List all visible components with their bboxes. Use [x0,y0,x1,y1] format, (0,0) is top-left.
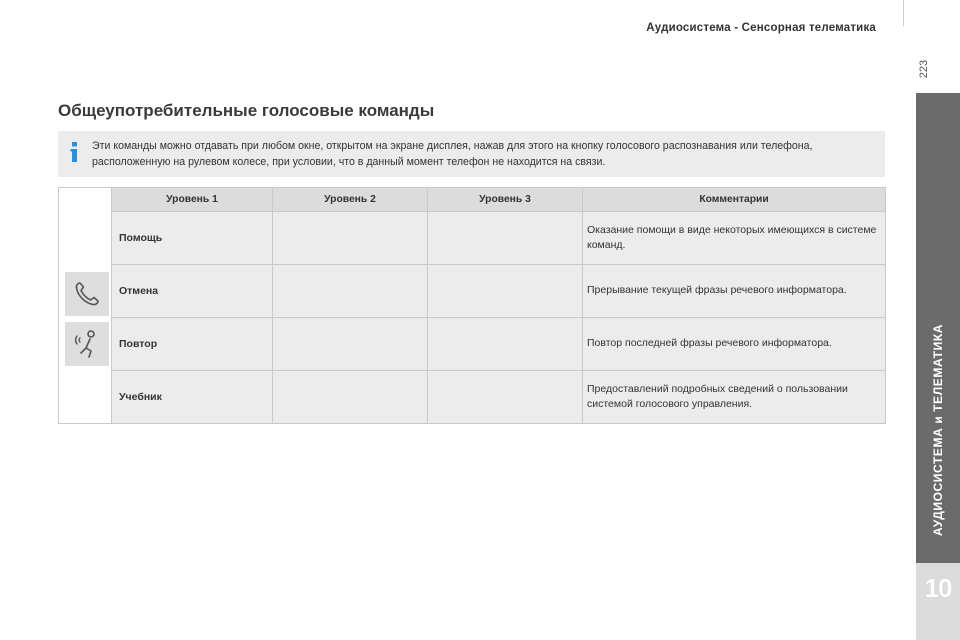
table-row [59,212,886,265]
table-row [59,318,886,371]
level-2-cell [273,212,428,265]
voice-command-icon [65,322,109,366]
icon-column [59,188,112,424]
header-level-3: Уровень 3 [428,188,583,212]
phone-icon [65,272,109,316]
comment-cell: Предоставлений подробных сведений о пользовании системой голосового управления. [583,371,886,424]
section-title: Общеупотребительные голосовые команды [58,101,435,120]
header-comments: Комментарии [583,188,886,212]
level-3-cell [428,265,583,318]
info-icon [68,140,82,164]
table-row [59,371,886,424]
level-2-cell [273,318,428,371]
comment-cell: Повтор последней фразы речевого информатора. [583,318,886,371]
level-3-cell [428,371,583,424]
level-2-cell [273,371,428,424]
voice-commands-table [58,187,886,424]
header-level-1: Уровень 1 [112,188,273,212]
header-divider [903,0,904,26]
page-number: 223 [918,59,930,79]
level-2-cell [273,265,428,318]
command-help: Помощь [112,212,273,265]
table-header-row [59,188,886,212]
command-repeat: Повтор [112,318,273,371]
header-level-2: Уровень 2 [273,188,428,212]
table-row [59,265,886,318]
chapter-side-tab-label: АУДИОСИСТЕМА и ТЕЛЕМАТИКА [931,323,945,537]
info-box [58,131,885,177]
level-3-cell [428,212,583,265]
comment-cell: Прерывание текущей фразы речевого информатора. [583,265,886,318]
command-cancel: Отмена [112,265,273,318]
comment-cell: Оказание помощи в виде некоторых имеющихся в системе команд. [583,212,886,265]
command-tutorial: Учебник [112,371,273,424]
running-header: Аудиосистема - Сенсорная телематика [646,22,876,34]
level-3-cell [428,318,583,371]
chapter-number: 10 [924,573,952,603]
info-text: Эти команды можно отдавать при любом окне, открытом на экране дисплея, нажав для этого на кнопку голосового распознавания или телефона, расположенную на рулевом колесе, при условии, что в данный момент телефон не находится на связи. [92,140,813,168]
